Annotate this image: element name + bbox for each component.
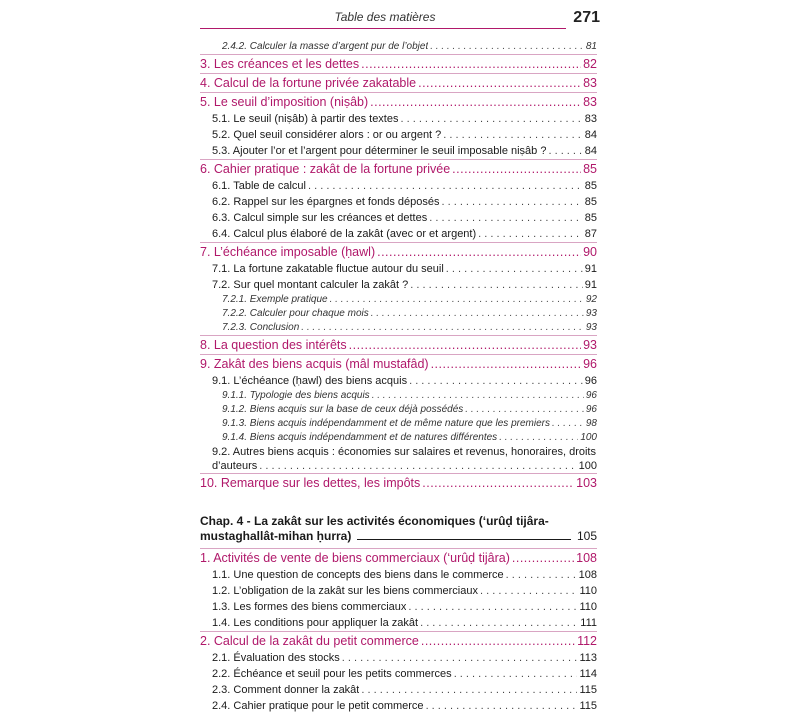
toc-entry-page: 96 [585,390,597,401]
leader-dots [431,355,582,373]
leader-dots [446,261,583,277]
toc-entry-subsection[interactable] [200,210,597,226]
toc-entry-label: 6.1. Table de calcul [212,180,306,192]
toc-entry-label: 1.3. Les formes des biens commerciaux [212,601,407,613]
chapter-heading[interactable] [200,514,597,544]
toc-entry-page: 111 [580,617,597,629]
leader-dots [499,431,578,445]
leader-dots [452,160,581,178]
leader-dots [454,666,578,682]
toc-entry-label: 5.1. Le seuil (niṣâb) à partir des textes [212,113,399,125]
toc-entry-label: 2.1. Évaluation des stocks [212,652,340,664]
toc-entry-page: 93 [583,338,597,352]
toc-entry-label: 5.2. Quel seuil considérer alors : or ou argent ? [212,129,442,141]
toc-entry-section[interactable] [200,335,597,354]
toc-entry-wrapped[interactable] [200,445,597,473]
table-of-contents [200,40,597,714]
toc-entry-subsection[interactable] [200,127,597,143]
toc-entry-page: 115 [579,700,597,712]
toc-entry-label: 7.2.3. Conclusion [222,322,300,333]
toc-entry-subsubsection[interactable] [200,417,597,431]
toc-entry-section[interactable] [200,159,597,178]
toc-entry-label: 1.4. Les conditions pour appliquer la zakât [212,617,419,629]
toc-entry-label: 9.1.4. Biens acquis indépendamment et de natures différentes [222,432,498,443]
toc-entry-section[interactable] [200,548,597,567]
toc-entry-subsubsection[interactable] [200,389,597,403]
toc-entry-label: 3. Les créances et les dettes [200,57,360,71]
leader-dots [441,194,582,210]
toc-entry-page: 93 [585,308,597,319]
toc-entry-label: 2. Calcul de la zakât du petit commerce [200,634,419,648]
toc-entry-label: 7.2.1. Exemple pratique [222,294,328,305]
toc-entry-label-cont: d’auteurs [212,460,258,472]
toc-entry-section[interactable] [200,73,597,92]
toc-entry-page: 85 [584,196,597,208]
toc-entry-page: 115 [579,684,597,696]
toc-entry-page: 110 [579,601,597,613]
toc-entry-subsection[interactable] [200,194,597,210]
toc-entry-page: 87 [584,228,597,240]
toc-entry-page: 93 [585,322,597,333]
toc-entry-label: 2.3. Comment donner la zakât [212,684,360,696]
toc-entry-subsection[interactable] [200,666,597,682]
leader-dots [421,632,575,650]
toc-entry-page: 85 [584,212,597,224]
leader-dots [478,226,583,242]
toc-entry-section[interactable] [200,92,597,111]
leader-dots [418,74,581,92]
toc-entry-label: 2.4. Cahier pratique pour le petit commerce [212,700,424,712]
leader-dots [480,583,577,599]
leader-dots [370,93,581,111]
toc-entry-label: 2.4.2. Calculer la masse d’argent pur de l’objet [222,41,429,52]
toc-entry-subsubsection[interactable] [200,431,597,445]
toc-entry-label: 4. Calcul de la fortune privée zakatable [200,76,417,90]
leader-dots [429,210,583,226]
toc-entry-page: 113 [579,652,597,664]
toc-entry-page: 96 [584,375,597,387]
toc-entry-page: 91 [584,279,597,291]
leader-dots [308,178,583,194]
toc-entry-label: 9.2. Autres biens acquis : économies sur salaires et revenus, honoraires, droits [212,446,596,458]
page-number: 271 [573,9,600,26]
toc-entry-label: 1.1. Une question de concepts des biens dans le commerce [212,569,504,581]
toc-entry-page: 85 [583,162,597,176]
toc-entry-page: 91 [584,263,597,275]
leader-dots [422,474,574,492]
leader-dots [443,127,582,143]
toc-entry-subsubsection[interactable] [200,403,597,417]
leader-dots [259,459,576,473]
leader-dots [410,277,582,293]
toc-entry-subsection[interactable] [200,599,597,615]
toc-section-top [200,40,597,445]
toc-entry-page: 110 [579,585,597,597]
toc-entry-page: 96 [585,404,597,415]
leader-dots [400,111,582,127]
toc-entry-page: 85 [584,180,597,192]
toc-entry-label: 9. Zakât des biens acquis (mâl mustafâd) [200,357,429,371]
toc-entry-label: 6. Cahier pratique : zakât de la fortune privée [200,162,451,176]
toc-entry-subsubsection[interactable] [200,40,597,54]
leader-dots [465,403,584,417]
chapter-title-line1: Chap. 4 - La zakât sur les activités économiques (‘urûḍ tijâra- [200,514,549,528]
toc-entry-label: 9.1.1. Typologie des biens acquis [222,390,370,401]
toc-entry-page: 96 [583,357,597,371]
leader-dots [330,293,584,307]
toc-entry-page: 98 [585,418,597,429]
toc-entry-subsubsection[interactable] [200,293,597,307]
page-header [200,8,600,32]
chapter-underline [357,529,571,540]
toc-entry-label: 2.2. Échéance et seuil pour les petits commerces [212,668,452,680]
toc-entry-label: 6.4. Calcul plus élaboré de la zakât (avec or et argent) [212,228,477,240]
toc-entry-label: 7.2. Sur quel montant calculer la zakât ? [212,279,409,291]
toc-entry-label: 7.1. La fortune zakatable fluctue autour du seuil [212,263,444,275]
toc-entry-subsection[interactable] [200,226,597,242]
toc-entry-page: 83 [583,76,597,90]
leader-dots [408,599,577,615]
leader-dots [349,336,581,354]
toc-entry-label: 7.2.2. Calculer pour chaque mois [222,308,369,319]
toc-entry-subsection[interactable] [200,650,597,666]
toc-entry-subsection[interactable] [200,682,597,698]
leader-dots [552,417,584,431]
toc-entry-page: 90 [583,245,597,259]
running-title: Table des matières [334,10,436,24]
leader-dots [409,373,583,389]
chapter-page: 105 [576,529,597,543]
toc-entry-subsubsection[interactable] [200,321,597,335]
leader-dots [506,567,577,583]
toc-entry-page: 112 [577,634,597,648]
toc-entry-page: 84 [584,145,597,157]
toc-entry-page: 84 [584,129,597,141]
leader-dots [361,682,577,698]
toc-entry-subsection[interactable] [200,583,597,599]
toc-entry-page: 100 [578,460,597,472]
toc-entry-section[interactable] [200,473,597,492]
toc-entry-page: 108 [578,569,597,581]
leader-dots [361,55,581,73]
toc-entry-page: 81 [585,41,597,52]
toc-entry-page: 83 [584,113,597,125]
toc-entry-subsection[interactable] [200,143,597,159]
toc-entry-page: 103 [576,476,597,490]
toc-entry-label: 9.1. L’échéance (ḥawl) des biens acquis [212,375,408,387]
toc-entry-subsubsection[interactable] [200,307,597,321]
leader-dots [377,243,581,261]
toc-entry-subsection[interactable] [200,277,597,293]
toc-entry-label: 1.2. L’obligation de la zakât sur les biens commerciaux [212,585,478,597]
leader-dots [426,698,578,714]
toc-entry-subsection[interactable] [200,615,597,631]
toc-entry-page: 82 [583,57,597,71]
toc-entry-subsection[interactable] [200,567,597,583]
leader-dots [342,650,578,666]
leader-dots [301,321,584,335]
leader-dots [548,143,582,159]
toc-entry-section[interactable] [200,354,597,373]
toc-entry-label: 9.1.2. Biens acquis sur la base de ceux déjà possédés [222,404,464,415]
header-rule [200,28,566,29]
toc-entry-label: 6.3. Calcul simple sur les créances et dettes [212,212,428,224]
toc-entry-label: 7. L’échéance imposable (ḥawl) [200,245,376,259]
toc-entry-page: 83 [583,95,597,109]
toc-entry-label: 5.3. Ajouter l’or et l’argent pour déterminer le seuil imposable niṣâb ? [212,145,547,157]
toc-entry-label: 5. Le seuil d’imposition (niṣâb) [200,95,369,109]
chapter-title-line2: mustaghallât-mihan ḥurra) [200,529,352,543]
toc-entry-subsection[interactable] [200,373,597,389]
toc-entry-section[interactable] [200,54,597,73]
toc-entry-label: 6.2. Rappel sur les épargnes et fonds déposés [212,196,440,208]
toc-entry-page: 114 [579,668,597,680]
toc-entry-page: 100 [580,432,597,443]
toc-entry-label: 10. Remarque sur les dettes, les impôts [200,476,421,490]
leader-dots [372,389,584,403]
toc-entry-subsection[interactable] [200,261,597,277]
toc-entry-page: 108 [576,551,597,565]
toc-entry-label: 8. La question des intérêts [200,338,347,352]
leader-dots [430,40,584,54]
toc-entry-subsection[interactable] [200,178,597,194]
toc-entry-section[interactable] [200,631,597,650]
toc-entry-label: 1. Activités de vente de biens commerciaux (‘urûḍ tijâra) [200,551,510,565]
toc-entry-subsection[interactable] [200,698,597,714]
toc-entry-section[interactable] [200,242,597,261]
toc-entry-page: 92 [585,294,597,305]
leader-dots [420,615,578,631]
leader-dots [512,549,574,567]
leader-dots [371,307,584,321]
toc-entry-subsection[interactable] [200,111,597,127]
toc-section-bottom [200,548,597,714]
toc-entry-label: 9.1.3. Biens acquis indépendamment et de même nature que les premiers [222,418,550,429]
